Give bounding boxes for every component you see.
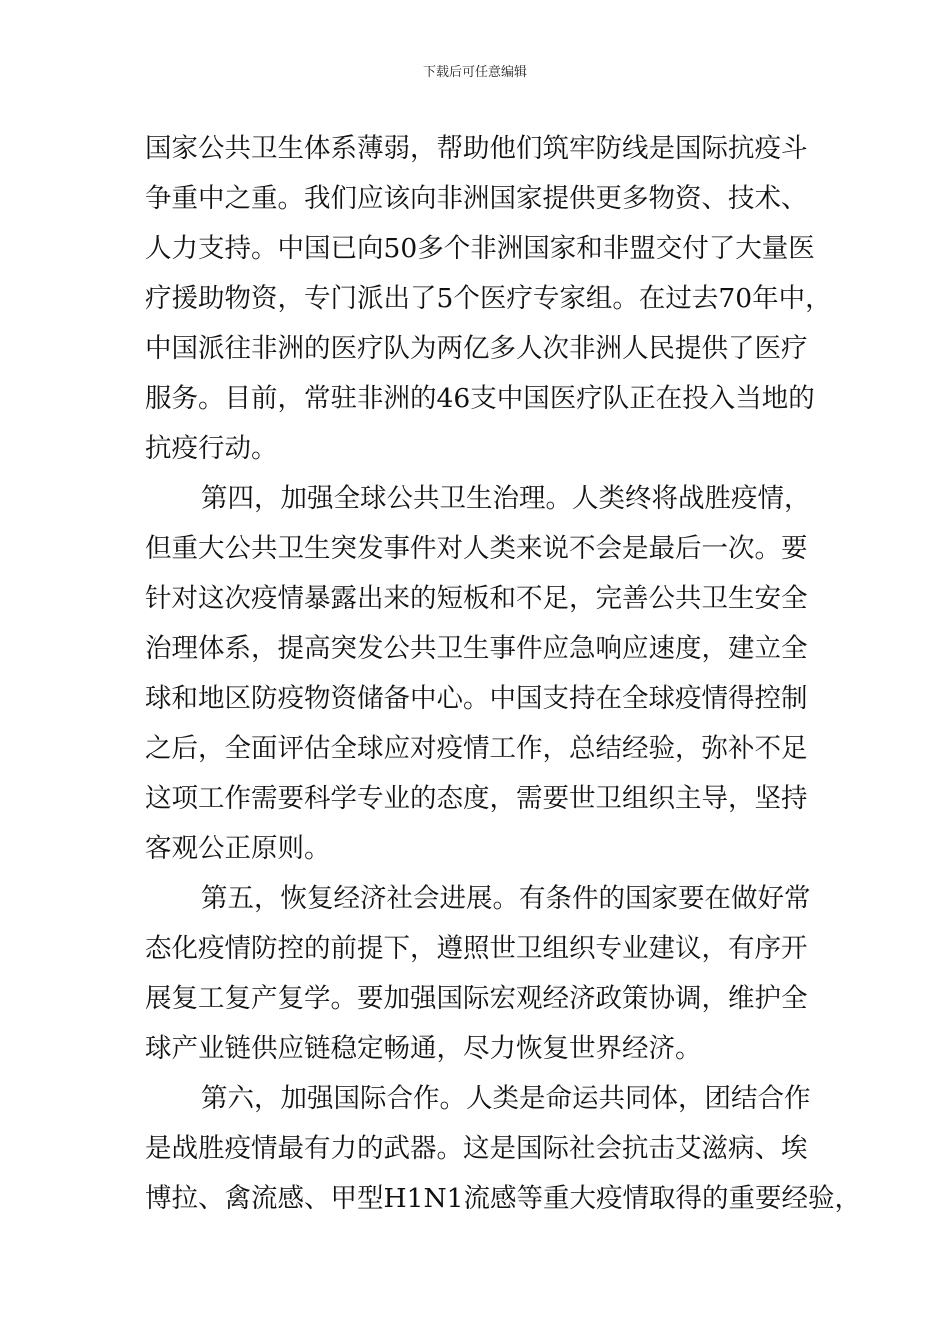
text-line: 之后，全面评估全球应对疫情工作，总结经验，弥补不足 [145,733,808,764]
text-line: 抗疫行动。 [145,433,278,464]
text-line: 但重大公共卫生突发事件对人类来说不会是最后一次。要 [145,533,808,564]
text-line: 是战胜疫情最有力的武器。这是国际社会抗击艾滋病、埃 [145,1133,808,1164]
text-line: 人力支持。中国已向50多个非洲国家和非盟交付了大量医 [145,233,815,264]
text-line: 疗援助物资，专门派出了5个医疗专家组。在过去70年中， [145,283,832,314]
text-line: 这项工作需要科学专业的态度，需要世卫组织主导，坚持 [145,783,808,814]
text-line: 球和地区防疫物资储备中心。中国支持在全球疫情得控制 [145,683,808,714]
text-line: 第五，恢复经济社会进展。有条件的国家要在做好常 [201,883,811,914]
text-line: 国家公共卫生体系薄弱，帮助他们筑牢防线是国际抗疫斗 [145,133,808,164]
text-line: 第四，加强全球公共卫生治理。人类终将战胜疫情， [201,483,811,514]
text-line: 治理体系，提高突发公共卫生事件应急响应速度，建立全 [145,633,808,664]
text-line: 争重中之重。我们应该向非洲国家提供更多物资、技术、 [145,183,808,214]
text-line: 展复工复产复学。要加强国际宏观经济政策协调，维护全 [145,983,808,1014]
text-line: 中国派往非洲的医疗队为两亿多人次非洲人民提供了医疗 [145,333,808,364]
document-body [145,124,862,1224]
text-line: 服务。目前，常驻非洲的46支中国医疗队正在投入当地的 [145,383,815,414]
text-line: 态化疫情防控的前提下，遵照世卫组织专业建议，有序开 [145,933,808,964]
text-line: 针对这次疫情暴露出来的短板和不足，完善公共卫生安全 [145,583,808,614]
page-header: 下载后可任意编辑 [422,65,527,80]
text-line: 球产业链供应链稳定畅通，尽力恢复世界经济。 [145,1033,702,1064]
text-line: 博拉、禽流感、甲型H1N1流感等重大疫情取得的重要经验， [145,1183,862,1214]
text-line: 客观公正原则。 [145,833,331,864]
text-line: 第六，加强国际合作。人类是命运共同体，团结合作 [201,1083,811,1114]
